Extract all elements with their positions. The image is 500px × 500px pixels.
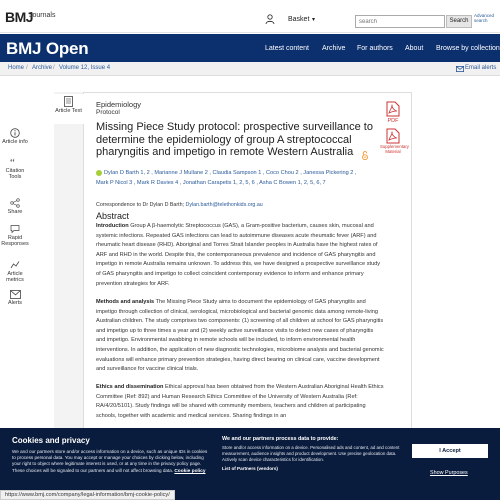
show-purposes-link[interactable]: Show Purposes (430, 470, 468, 476)
tab-label: Alerts (7, 300, 23, 306)
user-icon[interactable] (265, 14, 275, 24)
correspondence-email[interactable]: Dylan.barth@telethonkids.org.au (185, 202, 263, 208)
svg-text:“: “ (10, 157, 15, 167)
bmj-logo[interactable]: BMJ (5, 9, 34, 25)
partners-link[interactable]: List of Partners (vendors) (222, 465, 278, 471)
nav-archive[interactable]: Archive (322, 45, 346, 52)
mail-icon (10, 290, 21, 299)
article-type: Protocol (96, 109, 120, 116)
metrics-icon (10, 260, 20, 270)
breadcrumb-separator: / (53, 65, 55, 71)
abstract-methods (96, 298, 384, 375)
correspondence-prefix: Correspondence to Dr Dylan D Barth; (96, 202, 185, 208)
status-bar-url: https://www.bmj.com/company/legal-information/bmj-cookie-policy/ (0, 490, 175, 500)
article-title: Missing Piece Study protocol: prospective surveillance to determine the epidemiology of group A streptococcal pharyngitis and impetigo in remote Western Australia (96, 121, 373, 158)
cookie-title: Cookies and privacy (12, 436, 90, 445)
pdf-icon (386, 101, 400, 117)
nav-browse-collection[interactable]: Browse by collection (436, 45, 500, 52)
breadcrumb-archive[interactable]: Archive (32, 65, 53, 71)
breadcrumb-home[interactable]: Home (8, 65, 25, 71)
ethics-label: Ethics and dissemination (96, 384, 164, 390)
abstract-introduction (96, 222, 384, 289)
cookie-purposes-title: We and our partners process data to provide: (222, 436, 339, 442)
methods-text: The Missing Piece Study aims to document the epidemiology of GAS pharyngitis and impetigo through collection of clinical, serological, microbiological and bacterial genomic data among remote-living Australian children. The study comprises two components: (1) screening of all children at school for GAS pharyngitis and impetigo up to three times a year and (2) weekly active surveillance visits to detect new cases of pharyngitis and impetigo. Environmental swabbing in remote schools will be included, to inform environmental health interventions. In addition, the application of new diagnostic technologies, microbiome analysis and bacterial genomic evaluations will enhance primary prevention strategies, having direct bearing on clinical care, vaccine development and surveillance for vaccine clinical trials. (96, 299, 384, 373)
article-side-tabs (54, 92, 84, 432)
tab-label: Article metrics (6, 271, 24, 283)
open-access-icon (362, 151, 368, 160)
tab-article-text[interactable] (54, 94, 84, 124)
breadcrumb-issue[interactable]: Volume 12, Issue 4 (59, 65, 111, 71)
search-button[interactable]: Search (446, 15, 472, 28)
authors-line[interactable]: Mark P Nicol 3 , Mark R Davies 4 , Jonathan Carapetis 1, 2, 5, 6 , Asha C Bowen 1, 2, 5, 6, 7 (96, 180, 326, 186)
tab-share[interactable] (0, 196, 30, 215)
cookie-policy-link[interactable]: Cookie policy (174, 468, 206, 474)
search-input[interactable] (355, 15, 445, 28)
document-icon (64, 96, 73, 107)
chevron-down-icon[interactable]: ▾ (312, 17, 316, 23)
authors-line[interactable]: Dylan D Barth 1, 2 , Marianne J Mullane 2 , Claudia Sampson 1 , Coco Chou 2 , Janessa Pickering 2 , (104, 170, 357, 176)
tab-label: Article info (2, 139, 28, 145)
pdf-icon (386, 128, 400, 144)
cookie-text-body: We and our partners store and/or access information on a device, such as unique IDs in cookies to process personal data. You may accept or manage your choices by clicking below, including your right to object where legitimate interest is used, or at any time in the privacy policy page. These choices will be signaled to our partners and will not affect browsing data. (12, 449, 208, 473)
correspondence (96, 202, 382, 208)
share-icon (10, 198, 20, 208)
pdf-label[interactable]: PDF (387, 118, 399, 124)
info-icon (10, 128, 20, 138)
journals-label[interactable]: Journals (29, 12, 56, 19)
advanced-search-link[interactable]: Advanced search (474, 13, 495, 23)
abstract-heading: Abstract (96, 211, 130, 221)
author-list (96, 168, 382, 188)
tab-label: Share (7, 209, 23, 215)
abstract-ethics (96, 383, 384, 421)
basket-link[interactable]: Basket (288, 16, 310, 23)
nav-latest-content[interactable]: Latest content (265, 45, 309, 52)
tab-alerts[interactable] (0, 288, 30, 306)
nav-about[interactable]: About (405, 45, 424, 52)
chat-icon (10, 224, 20, 234)
email-alerts-link[interactable]: Email alerts (465, 65, 497, 71)
tab-label: Article Text (55, 108, 82, 114)
methods-label: Methods and analysis (96, 299, 155, 305)
nav-for-authors[interactable]: For authors (357, 45, 393, 52)
cookie-intro (12, 436, 208, 475)
cookie-text (12, 449, 208, 475)
mail-icon[interactable] (456, 66, 464, 72)
tab-article-metrics[interactable] (0, 258, 30, 283)
cookie-purposes (222, 436, 406, 471)
breadcrumb-separator: / (26, 65, 28, 71)
breadcrumb (0, 62, 500, 76)
citation-icon (10, 157, 20, 167)
top-bar (0, 0, 500, 33)
tab-label: Rapid Responses (1, 235, 29, 247)
tab-article-info[interactable] (0, 126, 30, 145)
intro-text: Group A β-haemolytic Streptococcus (GAS), a Gram-positive bacterium, causes skin, mucosal and systemic infections. Repeated GAS infections can lead to autoimmune diseases acute rheumatic fever (ARF) and rheumatic heart disease (RHD). Aboriginal and Torres Strait Islander peoples in Australia have the highest rates of ARF and RHD in the world. Despite this, the contemporaneous prevalence and incidence of GAS pharyngitis and impetigo in remote Australia remains unknown. To address this, we have designed a prospective surveillance study of GAS pharyngitis and impetigo to collect coincident contemporary evidence to inform and enhance primary prevention strategies for ARF. (96, 223, 381, 287)
tab-label: Citation Tools (5, 168, 25, 180)
supplementary-label[interactable]: Supplementary Material (380, 144, 409, 154)
orcid-icon[interactable] (96, 170, 102, 176)
article-section[interactable]: Epidemiology (96, 100, 142, 109)
ethics-text: Ethical approval has been obtained from the Western Australian Aboriginal Health Ethics Committee (Ref: 892) and Human Research Ethics Committee of the University of Western Australia (Ref: RA/4/20/5101). Study findings will be shared with community members, teachers and children at participating schools, together with academic and medical services. Sharing findings in an (96, 384, 384, 419)
journal-brand[interactable]: BMJ Open (6, 39, 89, 58)
cookie-purposes-text: Store and/or access information on a device. Personalised ads and content, ad and content measurement, audience insights and product development. Use precise geolocation data. Actively scan device characteristics for identification. (222, 445, 400, 463)
accept-cookies-button[interactable]: I Accept (412, 444, 488, 458)
intro-label: Introduction (96, 223, 129, 229)
main-navbar (0, 34, 500, 62)
tab-rapid-responses[interactable] (0, 222, 30, 247)
tab-citation-tools[interactable] (0, 155, 30, 180)
